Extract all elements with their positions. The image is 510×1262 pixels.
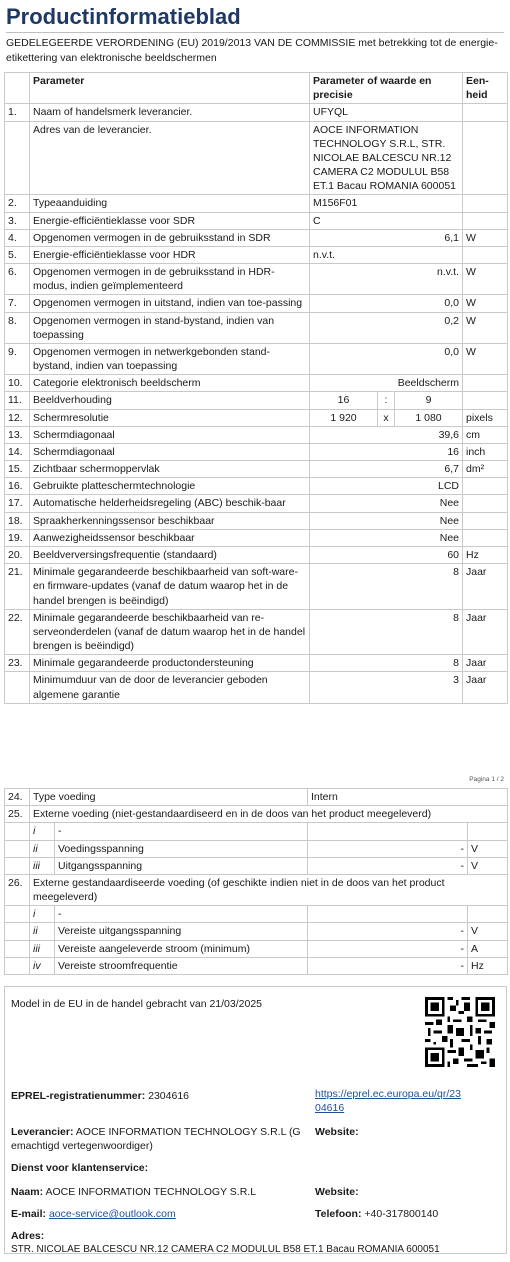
email-link[interactable]: aoce-service@outlook.com (48, 1208, 176, 1220)
row-number (5, 823, 30, 840)
phone-value: +40-317800140 (364, 1208, 439, 1220)
row-label: Vereiste stroomfrequentie (55, 957, 308, 974)
row-roman: iv (30, 957, 55, 974)
row-unit (463, 375, 508, 392)
row-parameter: Schermdiagonaal (30, 443, 310, 460)
row-unit: dm² (463, 461, 508, 478)
row-parameter: Minimale gegarandeerde beschikbaarheid van soft-ware- en firmware-updates (vanaf de datum waarop het in de handel brengen is beëindigd) (30, 564, 310, 610)
row-parameter: Opgenomen vermogen in de gebruiksstand in HDR-modus, indien geïmplementeerd (30, 264, 310, 295)
table-row (5, 121, 508, 195)
row-parameter: Minimumduur van de door de leverancier geboden algemene garantie (30, 672, 310, 703)
row-number: 2. (5, 195, 30, 212)
row-number (5, 840, 30, 857)
row-roman: ii (30, 840, 55, 857)
eu-market-date: Model in de EU in de handel gebracht van 21/03/2025 (11, 998, 263, 1010)
row-value: - (308, 840, 468, 857)
row-value: 8 (310, 655, 463, 672)
eprel-line (11, 1089, 189, 1103)
address-label: Adres: (11, 1230, 45, 1242)
row-unit: W (463, 295, 508, 312)
header-unit: Een-heid (463, 73, 508, 104)
row-value: 0,0 (310, 295, 463, 312)
regulation-subtitle: GEDELEGEERDE VERORDENING (EU) 2019/2013 VAN DE COMMISSIE met betrekking tot de energie-etikettering van elektronische beeldschermen (6, 37, 498, 64)
table-row (5, 264, 508, 295)
row-unit (463, 212, 508, 229)
row-number: 22. (5, 609, 30, 655)
row-parameter: Schermresolutie (30, 409, 310, 426)
row-label: Voedingsspanning (55, 840, 308, 857)
eprel-link-part1[interactable]: https://eprel.ec.europa.eu/qr/23 (315, 1088, 461, 1100)
row-unit: Hz (468, 957, 508, 974)
row-number (5, 121, 30, 195)
row-value: 16 (310, 443, 463, 460)
row-value-a: 16 (310, 392, 378, 409)
row-unit (463, 195, 508, 212)
row-parameter: Spraakherkenningssensor beschikbaar (30, 512, 310, 529)
table-sub-row (5, 906, 508, 923)
customer-service-label: Dienst voor klantenservice: (11, 1162, 149, 1174)
row-unit: W (463, 229, 508, 246)
row-unit (463, 529, 508, 546)
row-unit (463, 512, 508, 529)
row-unit (468, 906, 508, 923)
row-unit: W (463, 343, 508, 374)
row-parameter: Schermdiagonaal (30, 426, 310, 443)
header-value: Parameter of waarde en precisie (310, 73, 463, 104)
row-parameter: Opgenomen vermogen in netwerkgebonden stand-bystand, indien van toepassing (30, 343, 310, 374)
row-number: 21. (5, 564, 30, 610)
row-number: 10. (5, 375, 30, 392)
row-number: 24. (5, 789, 30, 806)
row-unit: W (463, 312, 508, 343)
page-title: Productinformatieblad (6, 2, 504, 33)
table-sub-row (5, 957, 508, 974)
row-number: 6. (5, 264, 30, 295)
table-sub-row (5, 823, 508, 840)
row-unit: W (463, 264, 508, 295)
row-number (5, 923, 30, 940)
table-row (5, 375, 508, 392)
table-row (5, 529, 508, 546)
row-number (5, 857, 30, 874)
phone-line (315, 1207, 438, 1221)
row-number: 16. (5, 478, 30, 495)
row-number: 1. (5, 104, 30, 121)
row-parameter: Opgenomen vermogen in stand-bystand, indien van toepassing (30, 312, 310, 343)
row-unit: Jaar (463, 672, 508, 703)
row-number: 8. (5, 312, 30, 343)
table-row (5, 495, 508, 512)
row-number: 25. (5, 806, 30, 823)
row-label: Type voeding (30, 789, 308, 806)
table-row (5, 212, 508, 229)
row-value: 3 (310, 672, 463, 703)
row-number: 9. (5, 343, 30, 374)
table-row (5, 229, 508, 246)
name-line (11, 1185, 256, 1199)
row-unit (463, 495, 508, 512)
table-row (5, 343, 508, 374)
row-unit: A (468, 940, 508, 957)
table-row (5, 426, 508, 443)
row-parameter: Minimale gegarandeerde beschikbaarheid van re-serveonderdelen (vanaf de datum waarop het in de handel brengen is beëindigd) (30, 609, 310, 655)
row-parameter: Aanwezigheidssensor beschikbaar (30, 529, 310, 546)
header-parameter: Parameter (30, 73, 310, 104)
table-row (5, 564, 508, 610)
phone-label: Telefoon: (315, 1208, 362, 1220)
table-row (5, 295, 508, 312)
row-parameter: Categorie elektronisch beeldscherm (30, 375, 310, 392)
eprel-link[interactable] (315, 1087, 461, 1115)
row-label: - (55, 906, 308, 923)
website-label: Website: (315, 1126, 359, 1138)
row-parameter: Adres van de leverancier. (30, 121, 310, 195)
name-label: Naam: (11, 1186, 44, 1198)
supplier-value: AOCE INFORMATION TECHNOLOGY S.R.L (G emachtigd vertegenwoordiger) (11, 1126, 301, 1152)
row-number: 11. (5, 392, 30, 409)
supplier-label: Leverancier: (11, 1126, 74, 1138)
row-value-sep: x (378, 409, 395, 426)
row-value: - (308, 957, 468, 974)
header-nr (5, 73, 30, 104)
table-row (5, 874, 508, 905)
row-label: Uitgangsspanning (55, 857, 308, 874)
row-number (5, 940, 30, 957)
power-supply-table (4, 788, 508, 975)
table-row (5, 672, 508, 703)
table-sub-row (5, 940, 508, 957)
row-value: 39,6 (310, 426, 463, 443)
row-value: Beeldscherm (310, 375, 463, 392)
row-unit: pixels (463, 409, 508, 426)
row-unit: Jaar (463, 655, 508, 672)
row-parameter: Automatische helderheidsregeling (ABC) beschik-baar (30, 495, 310, 512)
table-row (5, 409, 508, 426)
row-value: 8 (310, 564, 463, 610)
row-number (5, 672, 30, 703)
row-unit (463, 104, 508, 121)
website2-label: Website: (315, 1186, 359, 1198)
row-number: 12. (5, 409, 30, 426)
row-parameter: Energie-efficiëntieklasse voor HDR (30, 246, 310, 263)
email-label: E-mail: (11, 1208, 47, 1220)
row-number: 26. (5, 874, 30, 905)
row-number: 17. (5, 495, 30, 512)
row-value: C (310, 212, 463, 229)
row-value: AOCE INFORMATION TECHNOLOGY S.R.L, STR. NICOLAE BALCESCU NR.12 CAMERA C2 MODULUL B58 ET.1 Bacau ROMANIA 600051 (310, 121, 463, 195)
row-label: Externe voeding (niet-gestandaardiseerd en in de doos van het product meegeleverd) (30, 806, 508, 823)
row-roman: iii (30, 857, 55, 874)
table-row (5, 312, 508, 343)
row-unit (463, 478, 508, 495)
page-number: Pagina 1 / 2 (469, 776, 504, 783)
row-label: - (55, 823, 308, 840)
row-value: Intern (308, 789, 508, 806)
table-row (5, 546, 508, 563)
row-parameter: Zichtbaar schermoppervlak (30, 461, 310, 478)
row-number: 14. (5, 443, 30, 460)
table-row (5, 461, 508, 478)
row-number (5, 957, 30, 974)
row-unit (468, 823, 508, 840)
row-unit (463, 392, 508, 409)
row-value: - (308, 857, 468, 874)
eprel-value: 2304616 (148, 1090, 190, 1102)
row-value: 60 (310, 546, 463, 563)
row-label: Externe gestandaardiseerde voeding (of geschikte indien niet in de doos van het product meegeleverd) (30, 874, 508, 905)
row-unit: V (468, 840, 508, 857)
row-value (308, 823, 468, 840)
table-row (5, 478, 508, 495)
row-number: 13. (5, 426, 30, 443)
table-row (5, 512, 508, 529)
supplier-info-box (4, 986, 507, 1254)
row-number: 23. (5, 655, 30, 672)
row-number: 18. (5, 512, 30, 529)
row-value-b: 1 080 (395, 409, 463, 426)
row-unit (463, 246, 508, 263)
row-value: n.v.t. (310, 246, 463, 263)
row-value-b: 9 (395, 392, 463, 409)
row-parameter: Beeldverhouding (30, 392, 310, 409)
table-row (5, 443, 508, 460)
row-value: M156F01 (310, 195, 463, 212)
row-number: 20. (5, 546, 30, 563)
row-number (5, 906, 30, 923)
eprel-link-part2[interactable]: 04616 (315, 1102, 345, 1114)
row-value-sep: : (378, 392, 395, 409)
row-number: 7. (5, 295, 30, 312)
row-value: UFYQL (310, 104, 463, 121)
row-value: Nee (310, 512, 463, 529)
row-value: n.v.t. (310, 264, 463, 295)
table-sub-row (5, 840, 508, 857)
table-row (5, 104, 508, 121)
row-value: 0,2 (310, 312, 463, 343)
row-unit: cm (463, 426, 508, 443)
table-row (5, 609, 508, 655)
row-unit: Hz (463, 546, 508, 563)
row-value: - (308, 940, 468, 957)
table-row (5, 789, 508, 806)
product-info-table (4, 72, 508, 704)
row-value: 0,0 (310, 343, 463, 374)
supplier-line (11, 1125, 306, 1153)
row-unit: Jaar (463, 609, 508, 655)
row-value: Nee (310, 495, 463, 512)
row-value: 8 (310, 609, 463, 655)
row-label: Vereiste uitgangsspanning (55, 923, 308, 940)
table-row (5, 246, 508, 263)
table-row (5, 392, 508, 409)
row-parameter: Opgenomen vermogen in uitstand, indien van toe-passing (30, 295, 310, 312)
row-parameter: Minimale gegarandeerde productondersteuning (30, 655, 310, 672)
row-number: 5. (5, 246, 30, 263)
row-parameter: Energie-efficiëntieklasse voor SDR (30, 212, 310, 229)
row-label: Vereiste aangeleverde stroom (minimum) (55, 940, 308, 957)
table-header-row (5, 73, 508, 104)
row-unit: inch (463, 443, 508, 460)
row-roman: iii (30, 940, 55, 957)
table-sub-row (5, 857, 508, 874)
row-value-a: 1 920 (310, 409, 378, 426)
eprel-label: EPREL-registratienummer: (11, 1090, 146, 1102)
row-unit: V (468, 857, 508, 874)
row-value: 6,7 (310, 461, 463, 478)
table-row (5, 195, 508, 212)
row-value (308, 906, 468, 923)
row-value: 6,1 (310, 229, 463, 246)
row-unit: V (468, 923, 508, 940)
row-roman: i (30, 823, 55, 840)
table-row (5, 806, 508, 823)
table-row (5, 655, 508, 672)
row-parameter: Naam of handelsmerk leverancier. (30, 104, 310, 121)
table-sub-row (5, 923, 508, 940)
row-number: 15. (5, 461, 30, 478)
row-roman: i (30, 906, 55, 923)
address-value: STR. NICOLAE BALCESCU NR.12 CAMERA C2 MODULUL B58 ET.1 Bacau ROMANIA 600051 (11, 1244, 440, 1255)
row-number: 4. (5, 229, 30, 246)
row-unit (463, 121, 508, 195)
row-parameter: Typeaanduiding (30, 195, 310, 212)
row-number: 3. (5, 212, 30, 229)
row-number: 19. (5, 529, 30, 546)
row-roman: ii (30, 923, 55, 940)
row-value: Nee (310, 529, 463, 546)
row-parameter: Gebruikte platteschermtechnologie (30, 478, 310, 495)
row-parameter: Opgenomen vermogen in de gebruiksstand in SDR (30, 229, 310, 246)
row-parameter: Beeldverversingsfrequentie (standaard) (30, 546, 310, 563)
name-value: AOCE INFORMATION TECHNOLOGY S.R.L (45, 1186, 257, 1198)
row-value: - (308, 923, 468, 940)
email-line (11, 1207, 176, 1221)
row-value: LCD (310, 478, 463, 495)
row-unit: Jaar (463, 564, 508, 610)
qr-code-icon (425, 997, 495, 1067)
